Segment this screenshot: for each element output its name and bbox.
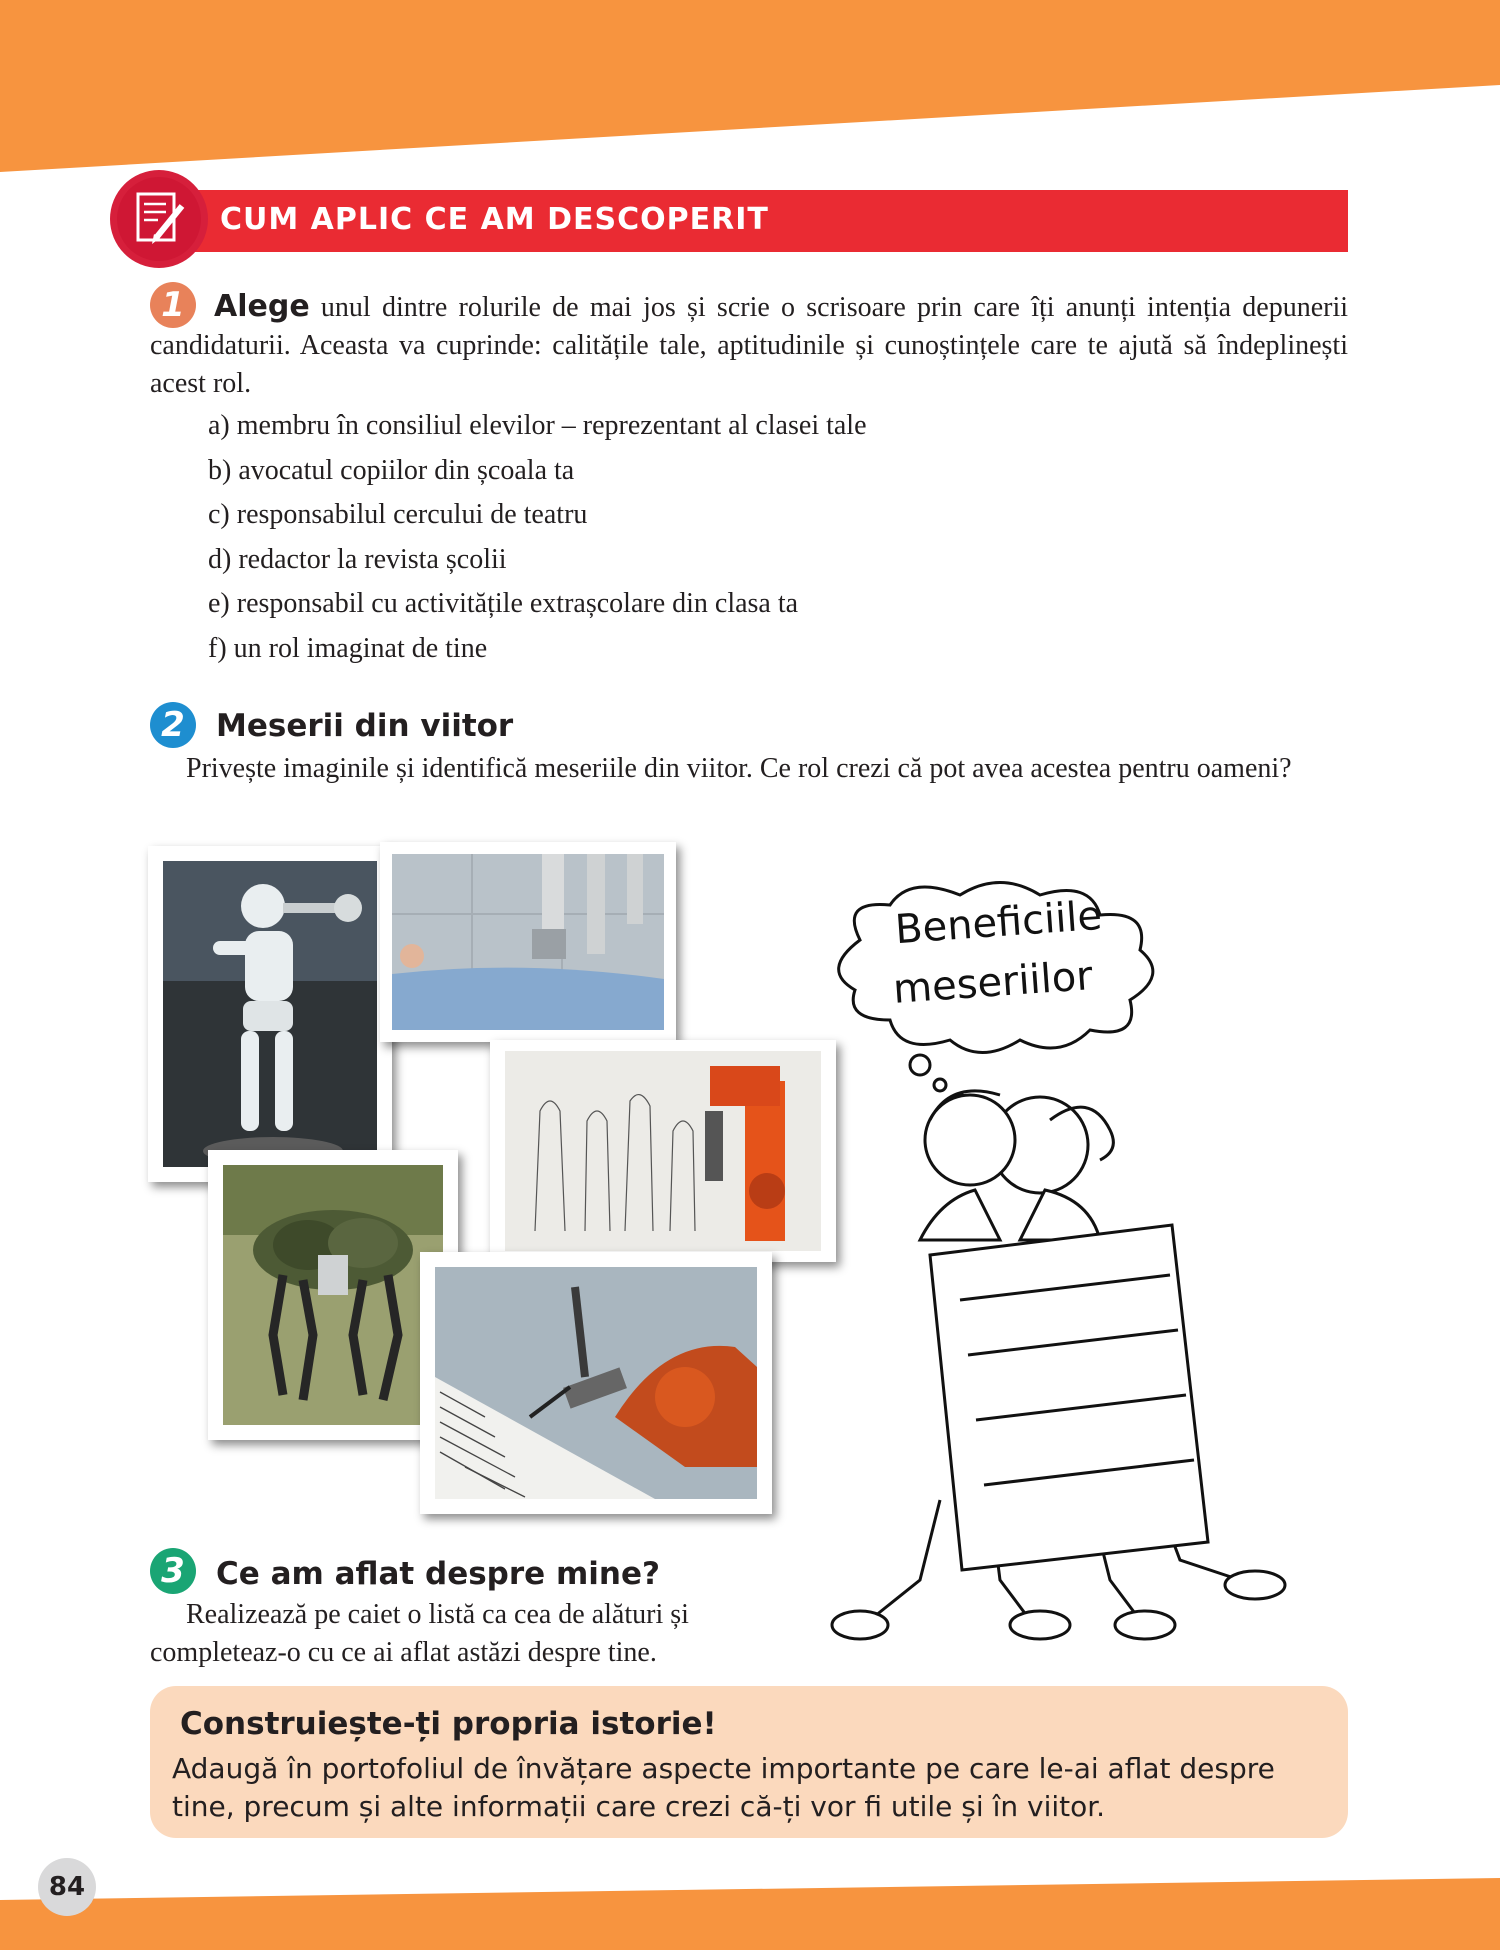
exercise-2-number: 2: [150, 702, 196, 748]
exercise-1-number: 1: [150, 282, 196, 328]
bottom-orange-band: [0, 1870, 1500, 1950]
role-option-f: f) un rol imaginat de tine: [208, 632, 488, 664]
role-option-d: d) redactor la revista școlii: [208, 543, 507, 575]
exercise-3-title: Ce am aflat despre mine?: [216, 1556, 660, 1592]
role-option-e: e) responsabil cu activitățile extrașcolare din clasa ta: [208, 588, 799, 620]
exercise-1-instructions: [150, 288, 1348, 403]
exercise-3-number: 3: [150, 1548, 196, 1594]
writing-robot-arm-photo: [420, 1252, 772, 1514]
role-option-c: c) responsabilul cercului de teatru: [208, 499, 588, 531]
portfolio-title: Construiește-ți propria istorie!: [180, 1706, 717, 1742]
section-title: CUM APLIC CE AM DESCOPERIT: [220, 202, 769, 237]
exercise-3-text: Realizează pe caiet o listă ca cea de alături și completeaz-o cu ce ai aflat astăzi despre tine.: [150, 1599, 689, 1668]
surgical-robot-photo: [380, 842, 676, 1042]
page-number: 84: [48, 1872, 86, 1902]
portfolio-text: Adaugă în portofoliul de învățare aspecte importante pe care le-ai aflat despre tine, precum și alte informații care crezi că-ți vor fi utile și în viitor.: [172, 1752, 1275, 1823]
exercise-1-lead-word: Alege: [214, 289, 310, 324]
pencil-paper-icon: [108, 168, 210, 270]
drawing-robot-arm-photo: [490, 1040, 836, 1262]
role-option-a: a) membru în consiliul elevilor – reprezentant al clasei tale: [208, 410, 867, 441]
children-holding-list-illustration: [800, 880, 1360, 1680]
exercise-1-text: unul dintre rolurile de mai jos și scrie o scrisoare prin care îți anunți intenția depunerii candidaturii. Aceasta va cuprinde: calitățile tale, aptitudinile și cunoștințele care te ajută să îndeplinești acest rol.: [150, 292, 1349, 399]
thought-bubble-text-line-1: Beneficiile: [893, 892, 1104, 954]
top-orange-band: [0, 0, 1500, 180]
thought-bubble-text-line-2: meseriilor: [891, 953, 1095, 1013]
role-option-b: b) avocatul copiilor din școala ta: [208, 454, 575, 486]
exercise-2-title: Meserii din viitor: [216, 708, 514, 744]
exercise-2-text: Privește imaginile și identifică meseriile din viitor. Ce rol crezi că pot avea acestea pentru oameni?: [186, 753, 1292, 784]
role-options-list: [208, 404, 867, 672]
trumpet-robot-photo: [148, 846, 392, 1182]
